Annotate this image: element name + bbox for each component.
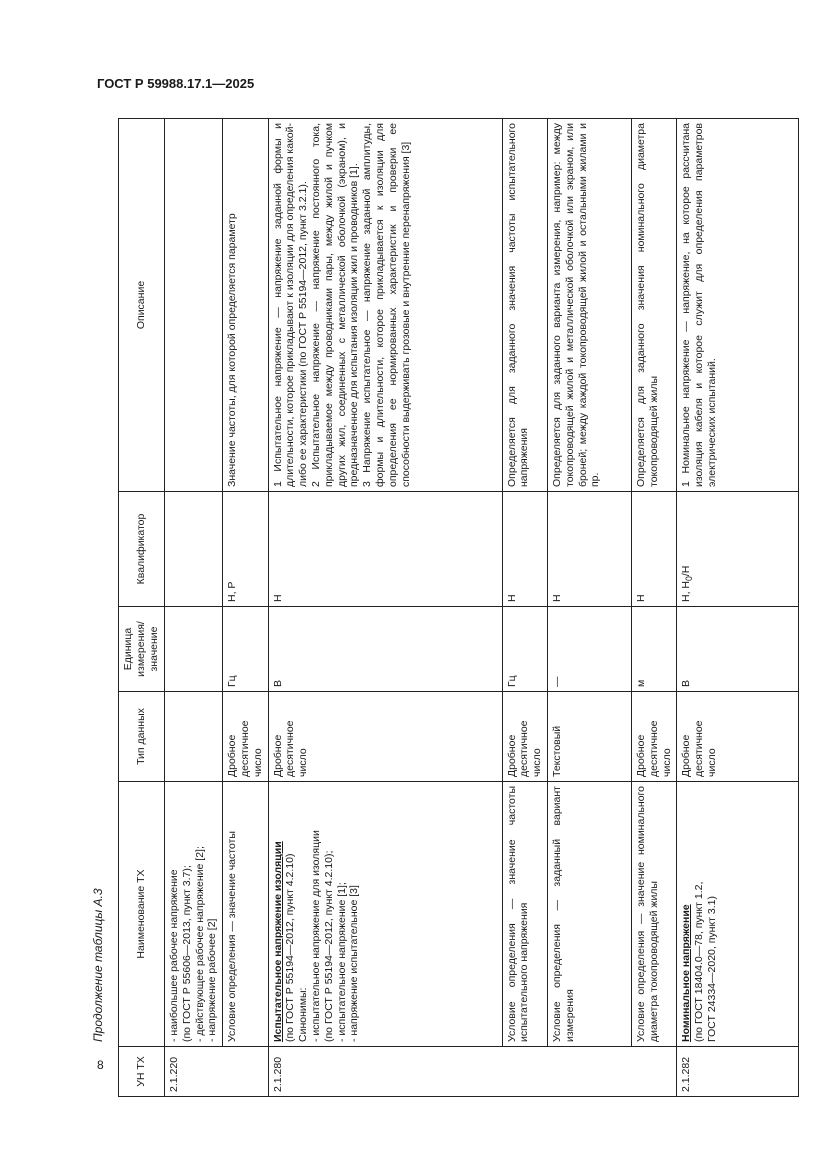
rotated-table-container — [118, 119, 770, 1097]
row-desc-cell: Определяется для заданного значения номинального диаметра токопроводящей жилы — [631, 119, 676, 492]
table-row — [547, 119, 631, 1097]
col-header-qualifier: Квалификатор — [119, 492, 165, 607]
name-line: (по ГОСТ 18404.0—78, пункт 1.2, — [693, 881, 706, 1042]
row-unit-cell: Гц — [502, 607, 547, 692]
qualifier-part: /Н — [680, 565, 693, 577]
table-continuation-caption: Продолжение таблицы А.3 — [91, 888, 105, 1042]
name-line: Синонимы: — [297, 987, 310, 1042]
row-qualifier-cell — [677, 492, 799, 607]
row-unit-cell: Гц — [223, 607, 268, 692]
name-line: - испытательное напряжение для изоляции — [309, 830, 322, 1042]
characteristic-title: Номинальное напряжение — [680, 904, 693, 1042]
name-line: ГОСТ 24334—2020, пункт 3.1) — [705, 896, 718, 1042]
characteristic-title: Испытательное напряжение изоляции — [271, 841, 284, 1042]
document-header: ГОСТ Р 59988.17.1—2025 — [97, 76, 255, 91]
table-row — [165, 119, 223, 1097]
table-row — [677, 119, 799, 1097]
table-header-row — [119, 119, 165, 1097]
row-id-2-1-282: 2.1.282 — [677, 1047, 799, 1097]
qualifier-part: Н, Н — [680, 581, 693, 602]
row-name-cell — [165, 782, 223, 1047]
characteristics-table — [118, 118, 799, 1097]
row-qualifier-cell: Н, Р — [223, 492, 268, 607]
row-id-2-1-280: 2.1.280 — [268, 1047, 677, 1097]
row-desc-cell: Значение частоты, для которой определяется параметр — [223, 119, 268, 492]
row-type-cell — [165, 692, 223, 782]
table-row — [223, 119, 268, 1097]
row-unit-cell: В — [677, 607, 799, 692]
desc-paragraph: 1 Испытательное напряжение — напряжение заданной формы и длительности, которое прикладывают к изоляции для определения какой-либо ее характеристики (по ГОСТ Р 55194—2012, пункт 3.2.1). — [271, 123, 310, 487]
col-header-name: Наименование ТХ — [119, 782, 165, 1047]
row-name-cell — [677, 782, 799, 1047]
name-line: (по ГОСТ Р 55194—2012, пункт 4.2.10) — [284, 853, 297, 1042]
row-type-cell: Текстовый — [547, 692, 631, 782]
row-desc-cell — [165, 119, 223, 492]
row-name-cell: Условие определения — значение частоты испытательного напряжения — [502, 782, 547, 1047]
row-qualifier-cell: Н — [502, 492, 547, 607]
row-name-cell: Условие определения — значение частоты — [223, 782, 268, 1047]
name-line: - напряжение испытательное [3] — [348, 885, 361, 1042]
name-line: - испытательное напряжение [1]; — [335, 882, 348, 1042]
name-line: (по ГОСТ Р 55194—2012, пункт 4.2.10); — [322, 850, 335, 1042]
table-row — [631, 119, 676, 1097]
name-line: (по ГОСТ Р 55606—2013, пункт 3.7); — [180, 865, 193, 1042]
desc-paragraph: 2 Испытательное напряжение — напряжение постоянного тока, прикладываемое между проводниками пары, между жилой и пучком других жил, соединенных с металлической оболочкой (экраном), и предназначенное для испытания изоляции жил и проводников [1]. — [309, 123, 361, 487]
row-unit-cell — [165, 607, 223, 692]
row-type-cell: Дробное десятичное число — [502, 692, 547, 782]
col-header-description: Описание — [119, 119, 165, 492]
row-name-cell: Условие определения — значение номинального диаметра токопроводящей жилы — [631, 782, 676, 1047]
row-qualifier-cell — [165, 492, 223, 607]
row-unit-cell: В — [268, 607, 502, 692]
row-desc-cell: Определяется для заданного варианта измерения, например: между токопроводящей жилой и металлической оболочкой или экраном, или броней; между каждой токопроводящей жилой и остальными жилами и пр. — [547, 119, 631, 492]
row-type-cell: Дробное десятичное число — [677, 692, 799, 782]
qualifier-subscript: 0 — [684, 576, 695, 581]
row-name-cell: Условие определения — заданный вариант измерения — [547, 782, 631, 1047]
row-id-2-1-220: 2.1.220 — [165, 1047, 269, 1097]
row-type-cell: Дробное десятичное число — [223, 692, 268, 782]
desc-paragraph: 3 Напряжение испытательное — напряжение заданной амплитуды, формы и длительности, которое прикладывается к изоляции для определения ее нормированных характеристик и проверки ее способности выдерживать грозовые и внутренние перенапряжения [3] — [361, 123, 412, 487]
name-line: - напряжение рабочее [2] — [206, 918, 219, 1042]
row-unit-cell: — — [547, 607, 631, 692]
col-header-type: Тип данных — [119, 692, 165, 782]
table-row — [502, 119, 547, 1097]
col-header-id: УН ТХ — [119, 1047, 165, 1097]
name-line: - действующее рабочее напряжение [2]; — [193, 846, 206, 1042]
name-line: - наибольшее рабочее напряжение — [168, 869, 180, 1042]
row-desc-cell — [268, 119, 502, 492]
row-desc-cell: 1 Номинальное напряжение — напряжение, на которое рассчитана изоляция кабеля и которое служит для определения параметров электрических испытаний. — [677, 119, 799, 492]
row-desc-cell: Определяется для заданного значения частоты испытательного напряжения — [502, 119, 547, 492]
page-number: 8 — [97, 1058, 104, 1072]
table-row — [268, 119, 502, 1097]
row-qualifier-cell: Н — [268, 492, 502, 607]
row-unit-cell: м — [631, 607, 676, 692]
col-header-unit: Единица измерения/ значение — [119, 607, 165, 692]
row-name-cell — [268, 782, 502, 1047]
row-type-cell: Дробное десятичное число — [631, 692, 676, 782]
row-qualifier-cell: Н — [547, 492, 631, 607]
row-type-cell: Дробное десятичное число — [268, 692, 502, 782]
row-qualifier-cell: Н — [631, 492, 676, 607]
